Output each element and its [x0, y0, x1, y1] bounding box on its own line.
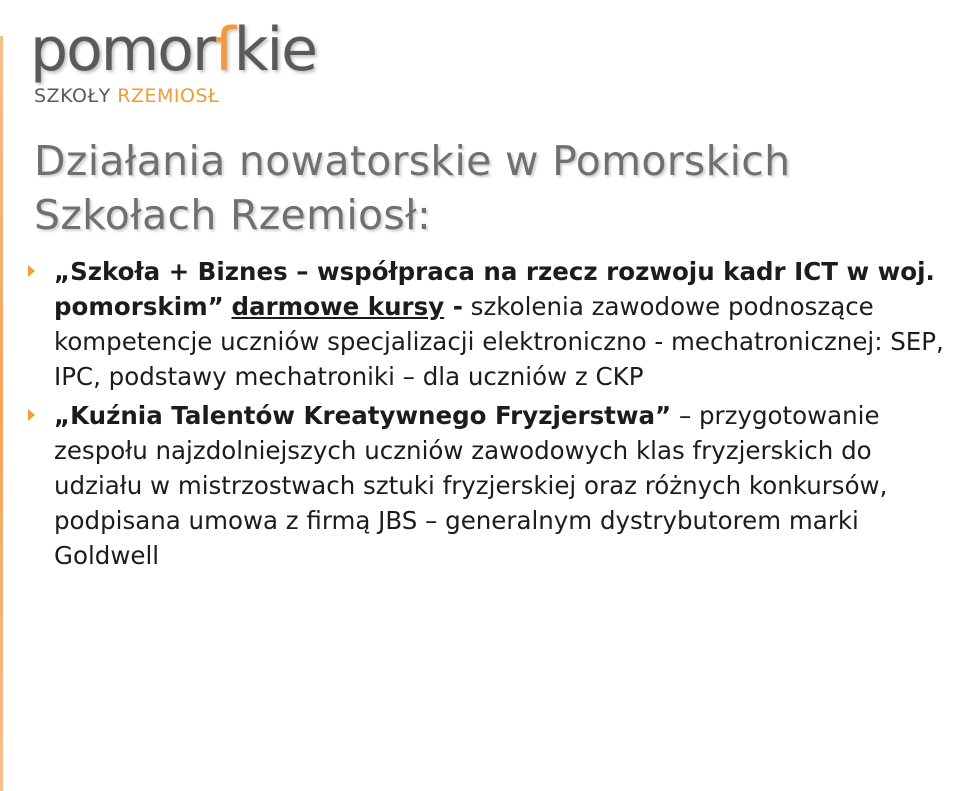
logo-subtitle: SZKOŁY RZEMIOSŁ: [34, 85, 220, 107]
bullet-text: – przygotowanie zespołu najzdolniejszych uczniów zawodowych klas fryzjerskich do udziału w mistrzostwach sztuki fryzjerskiej oraz różnych konkursów, podpisana umowa z firmą JBS – generalnym dystrybutorem marki Goldwell: [54, 401, 888, 570]
bullet-list: [28, 254, 959, 573]
bullet-text: szkolenia zawodowe podnoszące kompetencje uczniów specjalizacji elektroniczno - mechatronicznej: SEP, IPC, podstawy mechatroniki – dla uczniów z CKP: [54, 292, 944, 391]
bullet-separator: -: [444, 292, 463, 321]
logo: [30, 14, 350, 114]
slide-title: Działania nowatorskie w Pomorskich Szkołach Rzemiosł:: [34, 137, 791, 239]
bullet-underlined: darmowe kursy: [231, 292, 445, 321]
logo-wordmark: pomorſkie: [30, 15, 317, 85]
bullet-item: [28, 254, 959, 394]
bullet-arrow-icon: [28, 265, 35, 277]
bullet-arrow-icon: [28, 409, 35, 421]
bullet-item: [28, 398, 959, 573]
bullet-lead: „Szkoła + Biznes – współpraca na rzecz rozwoju kadr ICT w woj. pomorskim”: [54, 257, 935, 321]
left-edge-line: [0, 36, 3, 791]
bullet-lead: „Kuźnia Talentów Kreatywnego Fryzjerstwa”: [54, 401, 672, 430]
